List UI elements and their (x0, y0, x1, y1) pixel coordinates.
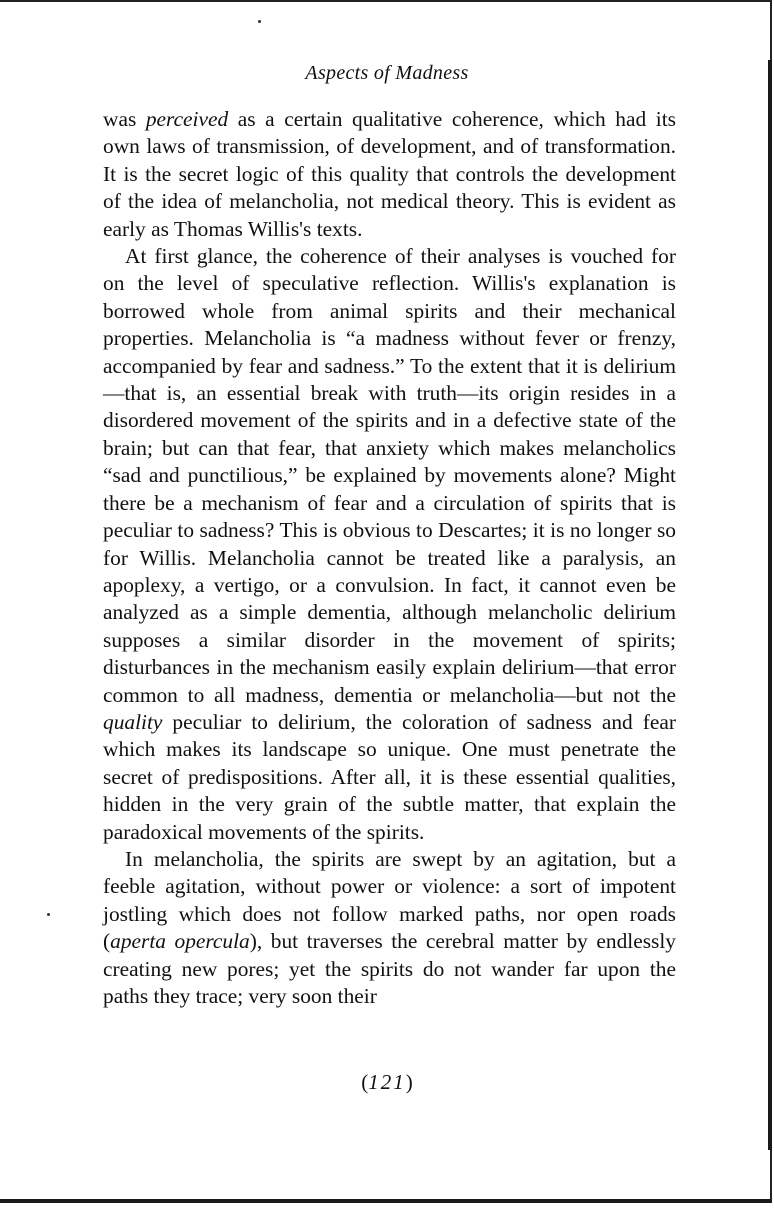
page-edge-shadow (768, 60, 772, 1150)
page-number: (121) (361, 1070, 413, 1094)
body-text (103, 106, 676, 1010)
scan-speck (47, 913, 50, 916)
paragraph-2: At first glance, the coherence of their analyses is vouched for on the level of speculative reflection. Willis's explanation is borrowed whole from animal spirits and their mechanical properties. Melancholia is “a madness without fever or frenzy, accompanied by fear and sadness.” To the extent that it is delirium—that is, an essential break with truth—its origin resides in a disordered movement of the spirits and in a defective state of the brain; but can that fear, that anxiety which makes melancholics “sad and punctilious,” be explained by movements alone? Might there be a mechanism of fear and a circulation of spirits that is peculiar to sadness? This is obvious to Descartes; it is no longer so for Willis. Melancholia cannot be treated like a paralysis, an apoplexy, a vertigo, or a convulsion. In fact, it cannot even be analyzed as a simple dementia, although melancholic delirium supposes a similar disorder in the movement of spirits; disturbances in the mechanism easily explain delirium—that error common to all madness, dementia or melancholia—but not the quality peculiar to delirium, the coloration of sadness and fear which makes its landscape so unique. One must penetrate the secret of predispositions. After all, it is these essential qualities, hidden in the very grain of the subtle matter, that explain the paradoxical movements of the spirits. (103, 244, 676, 844)
running-head: Aspects of Madness (305, 62, 469, 84)
paragraph-3: In melancholia, the spirits are swept by an agitation, but a feeble agitation, without power or violence: a sort of impotent jostling which does not follow marked paths, nor open roads (aperta opercula), but traverses the cerebral matter by endlessly creating new pores; yet the spirits do not wander far upon the paths they trace; very soon their (103, 846, 676, 1008)
scan-speck (258, 20, 261, 23)
paragraph-1: was perceived as a certain qualitative coherence, which had its own laws of transmission, of development, and of transformation. It is the secret logic of this quality that controls the development of the idea of melancholia, not medical theory. This is evident as early as Thomas Willis's texts. (103, 107, 676, 241)
